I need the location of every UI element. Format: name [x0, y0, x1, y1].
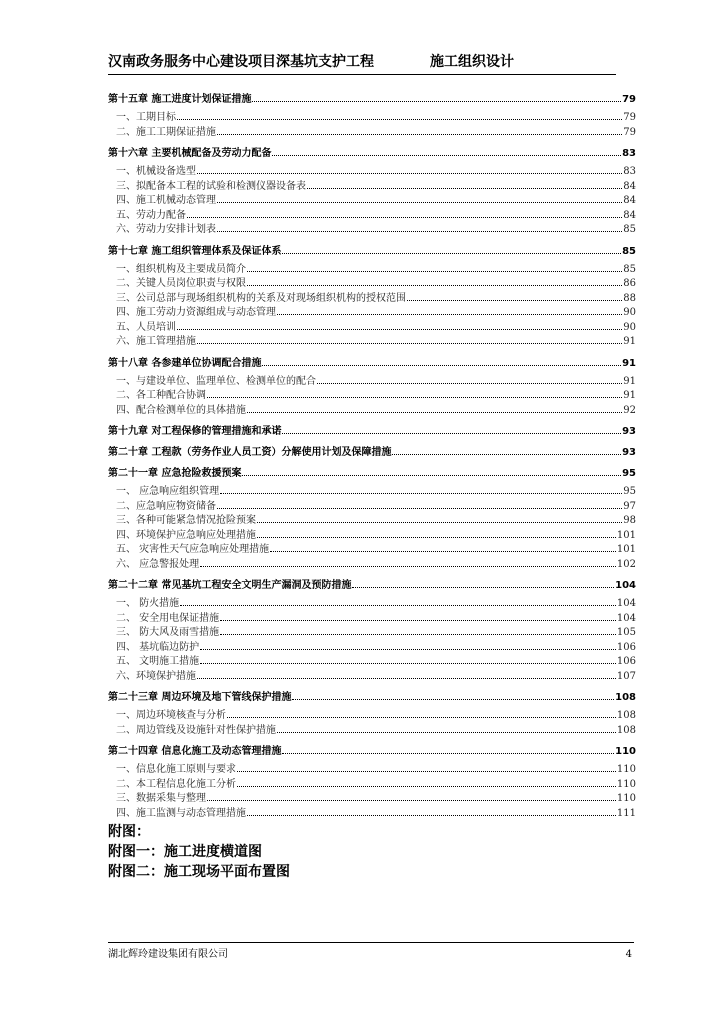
- toc-section[interactable]: [108, 263, 636, 278]
- page-number: 4: [625, 949, 632, 960]
- toc-section-title: 一、工期目标: [116, 112, 176, 123]
- dot-leader: [247, 285, 622, 286]
- toc-section-page: 98: [623, 515, 636, 526]
- toc-section[interactable]: [108, 277, 636, 292]
- dot-leader: [207, 397, 622, 398]
- toc-section-page: 110: [616, 778, 636, 790]
- toc-section-title: 四、施工机械动态管理: [116, 195, 216, 206]
- toc-section[interactable]: [108, 194, 636, 209]
- toc-chapter-page: 108: [615, 692, 636, 703]
- dot-leader: [200, 649, 616, 650]
- toc-section-page: 95: [623, 486, 636, 497]
- dot-leader: [352, 587, 614, 588]
- toc-section-title: 六、施工管理措施: [116, 336, 196, 347]
- toc-section-page: 79: [623, 112, 636, 123]
- toc-section[interactable]: [108, 126, 636, 141]
- toc-section[interactable]: [108, 543, 636, 558]
- toc-chapter[interactable]: [108, 445, 636, 460]
- toc-section-title: 三、公司总部与现场组织机构的关系及对现场组织机构的授权范围: [116, 292, 406, 304]
- toc-section-page: 110: [616, 793, 636, 804]
- dot-leader: [237, 786, 616, 787]
- toc-section[interactable]: [108, 792, 636, 807]
- toc-section[interactable]: [108, 514, 636, 529]
- dot-leader: [197, 678, 616, 679]
- dot-leader: [237, 771, 616, 772]
- toc-section[interactable]: [108, 292, 636, 307]
- dot-leader: [277, 732, 616, 733]
- toc-chapter-title: 第二十三章 周边环境及地下管线保护措施: [108, 692, 292, 703]
- toc-section-page: 88: [623, 292, 636, 304]
- dot-leader: [392, 454, 621, 455]
- toc-chapter-page: 104: [615, 580, 636, 591]
- appendix-item[interactable]: 附图二：施工现场平面布置图: [108, 864, 290, 880]
- toc-section-page: 84: [623, 180, 636, 192]
- toc-section-title: 六、劳动力安排计划表: [116, 224, 216, 235]
- toc-section[interactable]: [108, 724, 636, 739]
- dot-leader: [217, 134, 622, 135]
- toc-section[interactable]: [108, 763, 636, 778]
- toc-chapter-page: 95: [622, 468, 636, 479]
- toc-section-title: 六、环境保护措施: [116, 670, 196, 682]
- toc-section[interactable]: [108, 655, 636, 670]
- toc-section-page: 91: [623, 390, 636, 401]
- dot-leader: [317, 383, 622, 384]
- toc-chapter-title: 第十五章 施工进度计划保证措施: [108, 94, 252, 105]
- toc-section-title: 二、施工工期保证措施: [116, 126, 216, 138]
- toc-section-title: 五、劳动力配备: [116, 209, 186, 221]
- toc-section[interactable]: [108, 111, 636, 126]
- toc-section[interactable]: [108, 529, 636, 544]
- dot-leader: [197, 173, 622, 174]
- toc-section-page: 105: [616, 627, 636, 638]
- toc-chapter[interactable]: [108, 466, 636, 481]
- dot-leader: [220, 620, 616, 621]
- toc-section[interactable]: [108, 778, 636, 793]
- toc-section-page: 85: [623, 263, 636, 275]
- dot-leader: [187, 217, 622, 218]
- toc-section-title: 一、 应急响应组织管理: [116, 486, 220, 497]
- toc-chapter-page: 85: [622, 245, 636, 257]
- toc-section-title: 五、 灾害性天气应急响应处理措施: [116, 544, 270, 555]
- toc-section-page: 84: [623, 209, 636, 221]
- toc-section[interactable]: [108, 375, 636, 390]
- dot-leader: [197, 343, 622, 344]
- toc-section-title: 三、 防大风及雨雪措施: [116, 627, 220, 638]
- toc-chapter[interactable]: [108, 744, 636, 759]
- toc-section[interactable]: [108, 597, 636, 612]
- toc-section[interactable]: [108, 626, 636, 641]
- toc-section-page: 107: [616, 670, 636, 682]
- toc-chapter[interactable]: [108, 424, 636, 439]
- dot-leader: [247, 815, 616, 816]
- dot-leader: [200, 663, 616, 664]
- toc-section-page: 110: [616, 764, 636, 775]
- toc-section[interactable]: [108, 165, 636, 180]
- toc-section[interactable]: [108, 807, 636, 822]
- toc-chapter[interactable]: [108, 92, 636, 107]
- toc-chapter-title: 第二十二章 常见基坑工程安全文明生产漏洞及预防措施: [108, 580, 352, 591]
- toc-chapter-page: 93: [622, 447, 636, 458]
- page-header: [108, 50, 616, 75]
- toc-section-title: 四、施工监测与动态管理措施: [116, 807, 246, 819]
- toc-section-page: 91: [623, 375, 636, 387]
- dot-leader: [257, 537, 616, 538]
- toc-section-page: 106: [616, 656, 636, 667]
- toc-section-page: 91: [623, 336, 636, 347]
- toc-section-title: 一、 防火措施: [116, 598, 180, 609]
- dot-leader: [217, 202, 622, 203]
- toc-chapter[interactable]: [108, 146, 636, 161]
- dot-leader: [282, 753, 614, 754]
- toc-section-title: 二、 安全用电保证措施: [116, 612, 220, 624]
- dot-leader: [220, 634, 616, 635]
- toc-chapter-title: 第十七章 施工组织管理体系及保证体系: [108, 245, 282, 257]
- toc-section[interactable]: [108, 500, 636, 515]
- dot-leader: [307, 188, 622, 189]
- dot-leader: [242, 475, 621, 476]
- toc-section[interactable]: [108, 389, 636, 404]
- footer-company: 湖北辉玲建设集团有限公司: [108, 949, 228, 960]
- toc-section[interactable]: [108, 306, 636, 321]
- dot-leader: [292, 699, 614, 700]
- header-subtitle: 施工组织设计: [430, 54, 514, 70]
- appendix-label: 附图：: [108, 824, 150, 840]
- table-of-contents: [108, 86, 636, 882]
- toc-section[interactable]: [108, 670, 636, 685]
- toc-chapter[interactable]: [108, 244, 636, 259]
- toc-section-page: 111: [616, 807, 636, 819]
- toc-section-page: 83: [623, 166, 636, 177]
- toc-chapter-title: 第二十章 工程款（劳务作业人员工资）分解使用计划及保障措施: [108, 447, 392, 458]
- dot-leader: [262, 365, 621, 366]
- toc-chapter-title: 第十八章 各参建单位协调配合措施: [108, 357, 262, 369]
- toc-section-title: 一、周边环境核查与分析: [116, 710, 226, 721]
- toc-section-page: 101: [616, 529, 636, 541]
- dot-leader: [220, 493, 622, 494]
- toc-section-title: 二、周边管线及设施针对性保护措施: [116, 724, 276, 736]
- toc-section[interactable]: [108, 223, 636, 238]
- toc-section-title: 四、 基坑临边防护: [116, 641, 200, 653]
- toc-section-page: 85: [623, 224, 636, 235]
- dot-leader: [227, 717, 616, 718]
- toc-section-page: 106: [616, 641, 636, 653]
- toc-section-title: 二、关键人员岗位职责与权限: [116, 278, 246, 289]
- toc-section-page: 108: [616, 724, 636, 736]
- toc-section-page: 97: [623, 500, 636, 512]
- toc-section-title: 四、配合检测单位的具体措施: [116, 404, 246, 416]
- dot-leader: [277, 314, 622, 315]
- toc-section-page: 101: [616, 544, 636, 555]
- toc-section-title: 一、与建设单位、监理单位、检测单位的配合: [116, 375, 316, 387]
- toc-section-page: 84: [623, 195, 636, 206]
- toc-chapter[interactable]: [108, 356, 636, 371]
- toc-chapter[interactable]: [108, 578, 636, 593]
- appendix-item[interactable]: 附图一：施工进度横道图: [108, 844, 262, 860]
- dot-leader: [247, 271, 622, 272]
- dot-leader: [207, 800, 616, 801]
- dot-leader: [200, 566, 616, 567]
- toc-chapter-title: 第二十一章 应急抢险救援预案: [108, 468, 242, 479]
- toc-chapter-page: 83: [622, 148, 636, 159]
- toc-chapter[interactable]: [108, 690, 636, 705]
- dot-leader: [177, 329, 622, 330]
- header-title: 汉南政务服务中心建设项目深基坑支护工程: [108, 54, 374, 70]
- toc-section-page: 104: [616, 612, 636, 624]
- toc-section-title: 四、施工劳动力资源组成与动态管理: [116, 307, 276, 318]
- dot-leader: [252, 101, 621, 102]
- toc-section-title: 五、 文明施工措施: [116, 656, 200, 667]
- toc-section[interactable]: [108, 558, 636, 573]
- toc-section[interactable]: [108, 485, 636, 500]
- toc-section-title: 一、信息化施工原则与要求: [116, 764, 236, 775]
- toc-section-title: 一、机械设备选型: [116, 166, 196, 177]
- dot-leader: [282, 253, 621, 254]
- toc-section-title: 二、应急响应物资储备: [116, 500, 216, 512]
- dot-leader: [282, 433, 621, 434]
- toc-chapter-title: 第十九章 对工程保修的管理措施和承诺: [108, 426, 282, 437]
- dot-leader: [180, 605, 616, 606]
- dot-leader: [217, 508, 622, 509]
- page-footer: [108, 942, 634, 963]
- toc-section-page: 104: [616, 598, 636, 609]
- dot-leader: [270, 551, 616, 552]
- toc-section[interactable]: [108, 612, 636, 627]
- toc-section[interactable]: [108, 404, 636, 419]
- toc-chapter-page: 110: [615, 746, 636, 757]
- toc-section-title: 三、拟配备本工程的试验和检测仪器设备表: [116, 180, 306, 192]
- toc-section-page: 90: [623, 307, 636, 318]
- toc-section-title: 六、 应急警报处理: [116, 558, 200, 570]
- dot-leader: [247, 412, 622, 413]
- toc-chapter-title: 第二十四章 信息化施工及动态管理措施: [108, 746, 282, 757]
- toc-section[interactable]: [108, 709, 636, 724]
- toc-chapter-page: 91: [622, 357, 636, 369]
- dot-leader: [272, 155, 621, 156]
- dot-leader: [177, 119, 622, 120]
- toc-section-page: 102: [616, 558, 636, 570]
- toc-chapter-title: 第十六章 主要机械配备及劳动力配备: [108, 148, 272, 159]
- toc-section-title: 二、本工程信息化施工分析: [116, 778, 236, 790]
- toc-section-title: 二、各工种配合协调: [116, 390, 206, 401]
- toc-section[interactable]: [108, 641, 636, 656]
- toc-chapter-page: 79: [622, 94, 636, 105]
- toc-section-page: 79: [623, 126, 636, 138]
- toc-section-title: 三、数据采集与整理: [116, 793, 206, 804]
- toc-section[interactable]: [108, 209, 636, 224]
- dot-leader: [407, 300, 622, 301]
- toc-section-title: 一、组织机构及主要成员简介: [116, 263, 246, 275]
- toc-section-title: 三、各种可能紧急情况抢险预案: [116, 515, 256, 526]
- toc-section[interactable]: [108, 180, 636, 195]
- toc-section-page: 108: [616, 710, 636, 721]
- dot-leader: [217, 231, 622, 232]
- toc-section-page: 86: [623, 278, 636, 289]
- dot-leader: [257, 522, 622, 523]
- toc-section-title: 五、人员培训: [116, 321, 176, 333]
- toc-chapter-page: 93: [622, 426, 636, 437]
- toc-section[interactable]: [108, 321, 636, 336]
- toc-section[interactable]: [108, 335, 636, 350]
- toc-section-page: 92: [623, 404, 636, 416]
- toc-section-title: 四、环境保护应急响应处理措施: [116, 529, 256, 541]
- toc-section-page: 90: [623, 321, 636, 333]
